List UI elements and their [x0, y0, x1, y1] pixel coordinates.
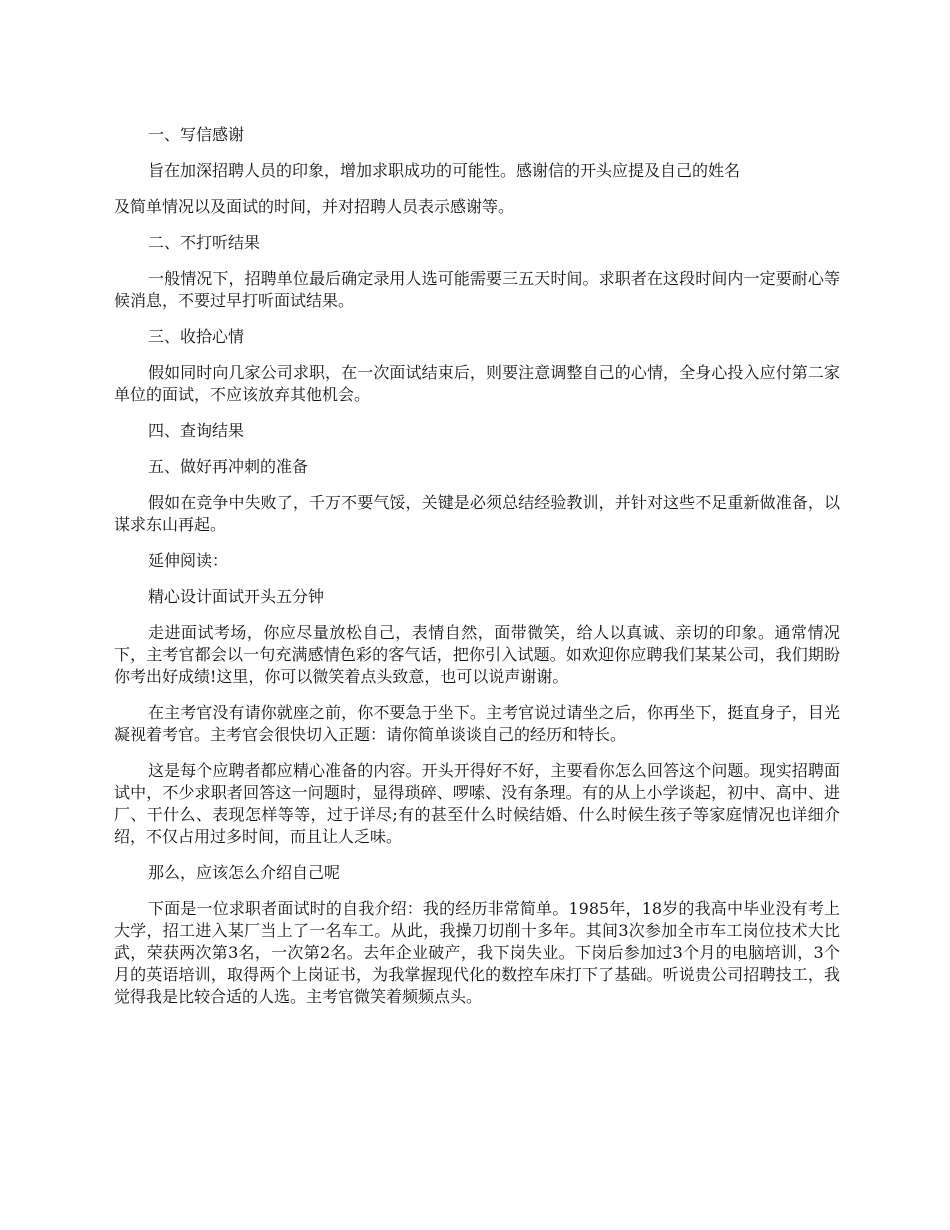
- section-heading-prepare-again: 五、做好再冲刺的准备: [148, 457, 309, 476]
- paragraph-thank-you-line1: 旨在加深招聘人员的印象，增加求职成功的可能性。感谢信的开头应提及自己的姓名: [148, 161, 741, 180]
- section-heading-thank-you-letter: 一、写信感谢: [148, 125, 245, 144]
- section-heading-first-five-minutes: 精心设计面试开头五分钟: [148, 587, 325, 606]
- section-heading-further-reading: 延伸阅读：: [148, 551, 229, 570]
- paragraph-entering-room: 走进面试考场，你应尽量放松自己，表情自然，面带微笑，给人以真诚、亲切的印象。通常情况下，主考官都会以一句充满感情色彩的客气话，把你引入试题。如欢迎你应聘我们某某公司，我们期盼你考出好成绩!这里，你可以微笑着点头致意，也可以说声谢谢。: [114, 623, 840, 686]
- document-page: [114, 124, 840, 1008]
- section-heading-mood: 三、收拾心情: [148, 327, 245, 346]
- section-heading-no-inquiry: 二、不打听结果: [148, 233, 261, 252]
- paragraph-self-intro-tips: 这是每个应聘者都应精心准备的内容。开头开得好不好，主要看你怎么回答这个问题。现实招聘面试中，不少求职者回答这一问题时，显得琐碎、啰嗦、没有条理。有的从上小学谈起，初中、高中、进厂、干什么、表现怎样等等，过于详尽;有的甚至什么时候结婚、什么时候生孩子等家庭情况也详细介绍，不仅占用过多时间，而且让人乏味。: [114, 761, 840, 846]
- paragraph-sitting-down: 在主考官没有请你就座之前，你不要急于坐下。主考官说过请坐之后，你再坐下，挺直身子，目光凝视着考官。主考官会很快切入正题：请你简单谈谈自己的经历和特长。: [114, 703, 840, 744]
- paragraph-prepare-again: 假如在竞争中失败了，千万不要气馁，关键是必须总结经验教训，并针对这些不足重新做准备，以谋求东山再起。: [114, 493, 840, 534]
- paragraph-mood: 假如同时向几家公司求职，在一次面试结束后，则要注意调整自己的心情，全身心投入应付第二家单位的面试，不应该放弃其他机会。: [114, 363, 840, 404]
- paragraph-thank-you-line2: 及简单情况以及面试的时间，并对招聘人员表示感谢等。: [114, 197, 515, 216]
- section-heading-how-to-introduce: 那么，应该怎么介绍自己呢: [148, 863, 341, 882]
- section-heading-check-results: 四、查询结果: [148, 421, 245, 440]
- paragraph-no-inquiry: 一般情况下，招聘单位最后确定录用人选可能需要三五天时间。求职者在这段时间内一定要耐心等候消息，不要过早打听面试结果。: [114, 269, 840, 310]
- paragraph-self-intro-example: 下面是一位求职者面试时的自我介绍：我的经历非常简单。1985年，18岁的我高中毕业没有考上大学，招工进入某厂当上了一名车工。从此，我操刀切削十多年。其间3次参加全市车工岗位技术大比武，荣获两次第3名，一次第2名。去年企业破产，我下岗失业。下岗后参加过3个月的电脑培训，3个月的英语培训，取得两个上岗证书，为我掌握现代化的数控车床打下了基础。听说贵公司招聘技工，我觉得我是比较合适的人选。主考官微笑着频频点头。: [114, 899, 840, 1006]
